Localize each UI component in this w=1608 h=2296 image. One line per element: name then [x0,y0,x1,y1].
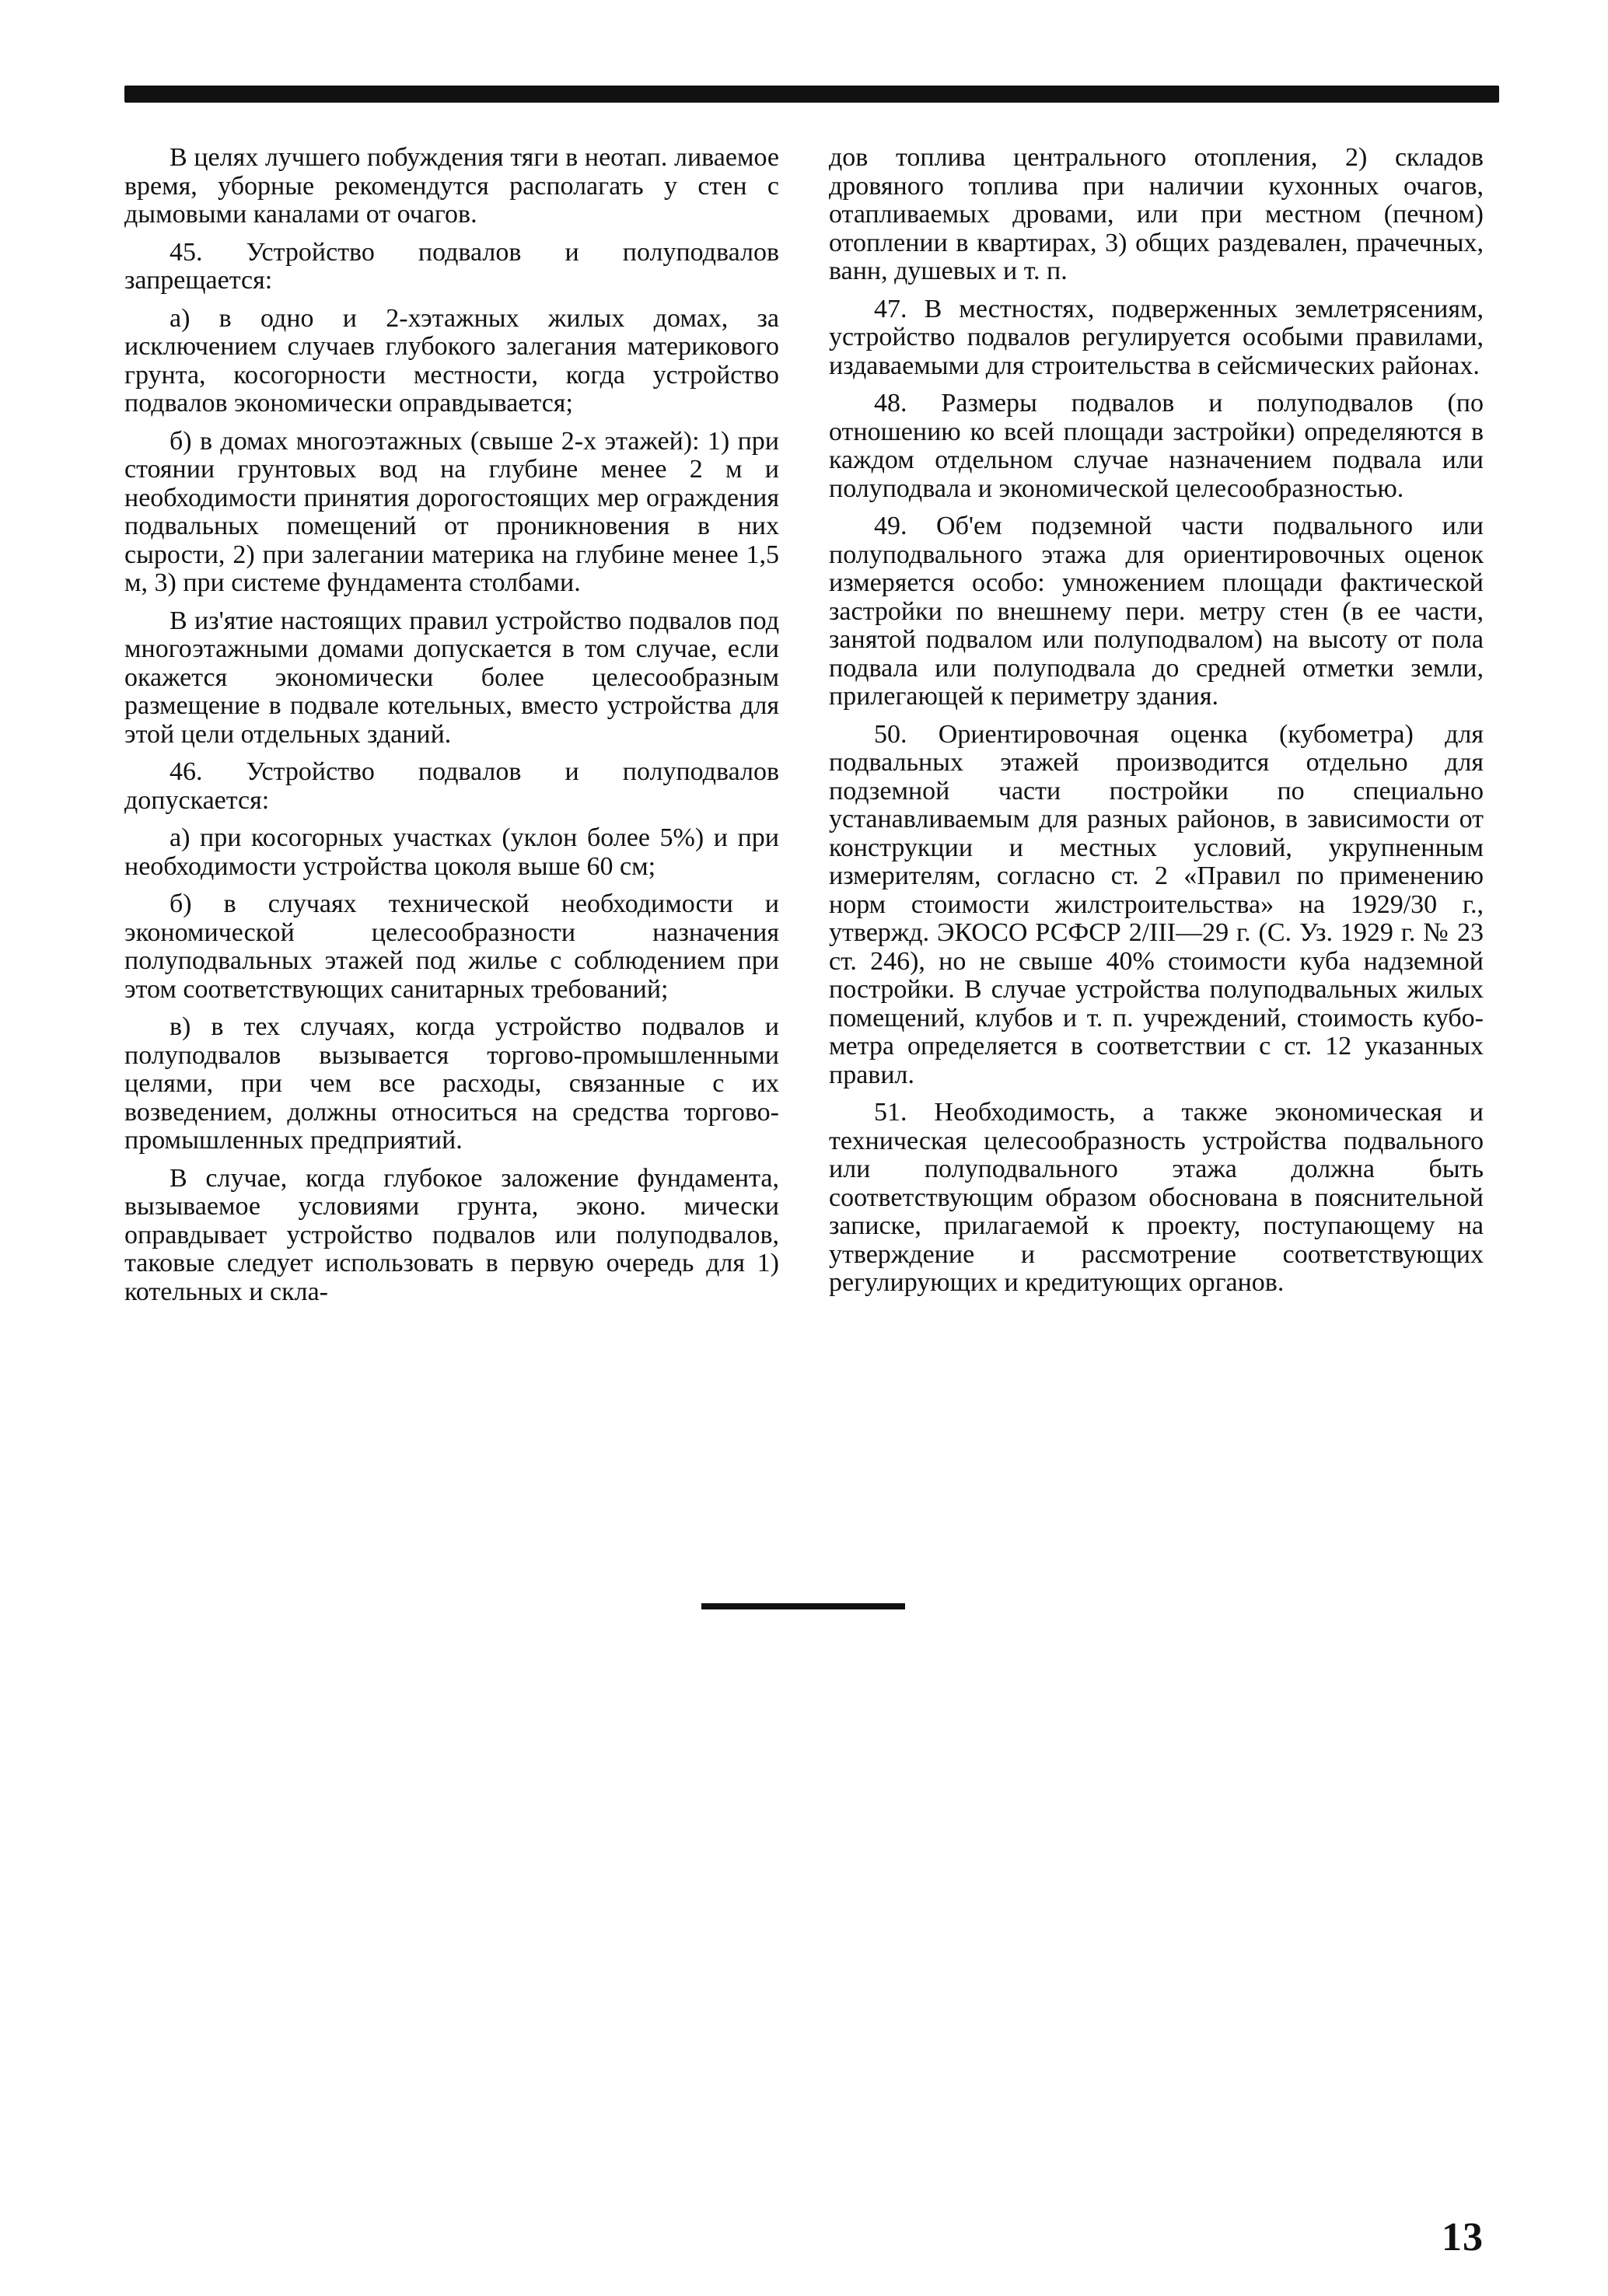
paragraph-48: 48. Размеры подвалов и полуподвалов (по отношению ко всей площади застройки) определяются в каждом отдельном случае назначением подвала или полуподвала и экономической целесообразностью. [829,389,1484,503]
paragraph-deep-foundation-continued: дов топлива центрального отопления, 2) складов дровяного топлива при наличии кухонных очагов, отапливаемых дровами, или при местном (печном) отоплении в квартирах, 3) общих раздевален, прачечных, ванн, душевых и т. п. [829,143,1484,285]
section-end-rule [701,1603,905,1609]
paragraph-draft-intro: В целях лучшего побуждения тяги в неотап. ливаемое время, уборные рекомендутся располагать у стен с дымовыми каналами от очагов. [124,143,779,229]
paragraph-49: 49. Об'ем подземной части подвального или полуподвального этажа для ориентировочных оценок измеряется особо: умножением площади фактической застройки по внешнему пери. метру стен (в ее части, занятой подвалом или полуподвалом) на высоту от пола подвала или полуподвала до средней отметки земли, прилегающей к периметру здания. [829,512,1484,711]
paragraph-46a: а) при косогорных участках (уклон более 5%) и при необходимости устройства цоколя выше 60 см; [124,823,779,881]
paragraph-50: 50. Ориентировочная оценка (кубометра) для подвальных этажей производится отдельно для подземной части постройки по специально устанавливаемым для разных районов, в зависимости от конструкции и местных условий, укрупненным измерителям, согласно ст. 2 «Правил по применению норм стоимости жилстроительства» на 1929/30 г., утвержд. ЭКОСО РСФСР 2/III—29 г. (С. Уз. 1929 г. № 23 ст. 246), но не свыше 40% стоимости куба надземной постройки. В случае устройства полуподвальных жилых помещений, клубов и т. п. учреждений, стоимость кубометра определяется в соответствии с ст. 12 указанных правил. [829,719,1484,1089]
left-column [124,144,779,1316]
paragraph-51: 51. Необходимость, а также экономическая и техническая целесообразность устройства подвального или полуподвального этажа должна быть соответствующим образом обоснована в пояснительной записке, прилагаемой к проекту, поступающему на утверждение и рассмотрение соответствующих регулирующих и кредитующих органов. [829,1098,1484,1297]
top-rule [124,86,1499,103]
paragraph-45b: б) в домах многоэтажных (свыше 2-х этажей): 1) при стоянии грунтовых вод на глубине менее 2 м и необходимости принятия дорогостоящих мер ограждения подвальных помещений от проникновения в них сырости, 2) при залегании материка на глубине менее 1,5 м, 3) при системе фундамента столбами. [124,426,779,597]
paragraph-47: 47. В местностях, подверженных землетрясениям, устройство подвалов регулируется особыми правилами, издаваемыми для строительства в сейсмических районах. [829,294,1484,380]
right-column [829,144,1484,1307]
paragraph-45a: а) в одно и 2-хэтажных жилых домах, за исключением случаев глубокого залегания материкового грунта, косогорности местности, когда устройство подвалов экономически оправдывается; [124,303,779,418]
paragraph-deep-foundation: В случае, когда глубокое заложение фундамента, вызываемое условиями грунта, эконо. мически оправдывает устройство подвалов или полуподвалов, таковые следует использовать в первую очередь для 1) котельных и скла- [124,1163,779,1306]
paragraph-45-exception: В из'ятие настоящих правил устройство подвалов под многоэтажными домами допускается в том случае, если окажется экономически более целесообразным размещение в подвале котельных, вместо устройства для этой цели отдельных зданий. [124,606,779,749]
paragraph-46-heading: 46. Устройство подвалов и полуподвалов допускается: [124,757,779,815]
paragraph-46b: б) в случаях технической необходимости и экономической целесообразности назначения полуподвальных этажей под жилье с соблюдением при этом соответствующих санитарных требований; [124,889,779,1004]
page-number: 13 [1442,2215,1484,2259]
paragraph-46v: в) в тех случаях, когда устройство подвалов и полуподвалов вызывается торгово-промышленными целями, при чем все расходы, связанные с их возведением, должны относиться на средства торгово-промышленных предприятий. [124,1012,779,1155]
paragraph-45-heading: 45. Устройство подвалов и полуподвалов запрещается: [124,237,779,295]
